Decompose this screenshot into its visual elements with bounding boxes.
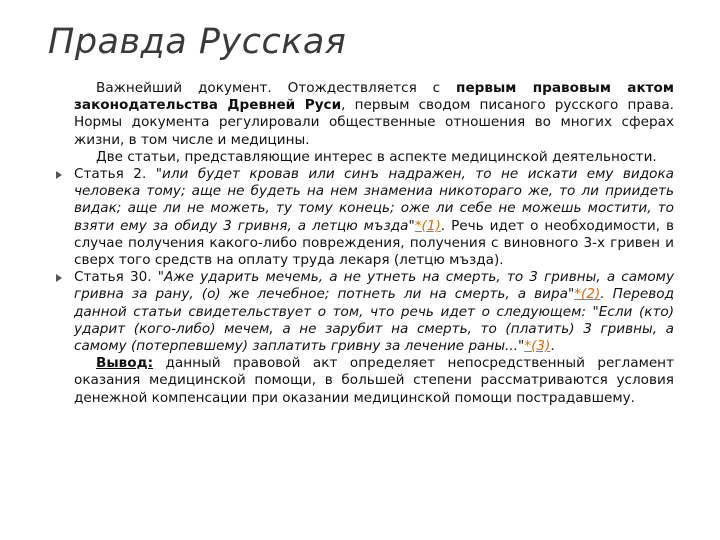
article-2-quote: или будет кровав или синъ надражен, то не искати ему видока человека тому; аще не будеть на нем знамениа никотораго же, то ли приидеть видак; аще ли не можеть, ту тому конець; оже ли себе не можешь мостити, то взяти ему за обиду 3 гривня, а летцю мъзда (74, 166, 674, 234)
article-30-end: . (550, 338, 555, 355)
intro-rest: , первым сводом писаного русского права. Нормы документа регулировали общественные отношения во многих сферах жизни, в том числе и медицины. (74, 97, 674, 148)
slide-title: Правда Русская (48, 22, 347, 62)
footnote-ref-3[interactable]: *(3) (524, 338, 551, 355)
article-30-lead: Статья 30. " (74, 269, 165, 286)
bullet-arrow-icon (56, 274, 62, 282)
slide-content (74, 80, 674, 407)
conclusion-text: данный правовой акт определяет непосредственный регламент оказания медицинской помощи, в большей степени рассматриваются условия денежной компенсации при оказании медицинской помощи пострадавшему. (74, 355, 674, 406)
articles-intro: Две статьи, представляющие интерес в аспекте медицинской деятельности. (96, 148, 657, 165)
article-30-rest: . Перевод данной статьи свидетельствует о том, что речь идет о следующем: "Если (кто) ударит (кого-либо) мечем, а не зарубит на смерть, то (платить) 3 гривны, а самому (потерпевшему) заплатить гривну за лечение раны..." (74, 286, 674, 355)
article-2-close: " (408, 217, 415, 234)
article-30-close: " (567, 286, 575, 303)
intro-lead: Важнейший документ. Отождествляется с (96, 80, 457, 96)
conclusion-label: Вывод: (96, 355, 154, 372)
article-30-quote: Аже ударить мечемь, а не утнеть на смерть, то 3 гривны, а самому гривна за рану, (о) же лечебное; потнеть ли на смерть, а вира (74, 269, 674, 303)
article-2-rest: . Речь идет о необходимости, в случае получения какого-либо повреждения, получения с виновного 3-х гривен и сверх того средств на оплату труда лекаря (летцю мъзда). (74, 217, 674, 269)
conclusion-paragraph (74, 355, 674, 407)
footnote-ref-1[interactable]: *(1) (414, 217, 441, 234)
article-2-bullet (74, 166, 674, 269)
article-2-lead: Статья 2. " (74, 166, 162, 183)
intro-paragraph (74, 80, 674, 149)
intro-bold: первым правовым актом законодательства Древней Руси (74, 80, 674, 114)
article-30-bullet (74, 269, 674, 355)
footnote-ref-2[interactable]: *(2) (574, 286, 601, 303)
bullet-arrow-icon (56, 171, 62, 179)
